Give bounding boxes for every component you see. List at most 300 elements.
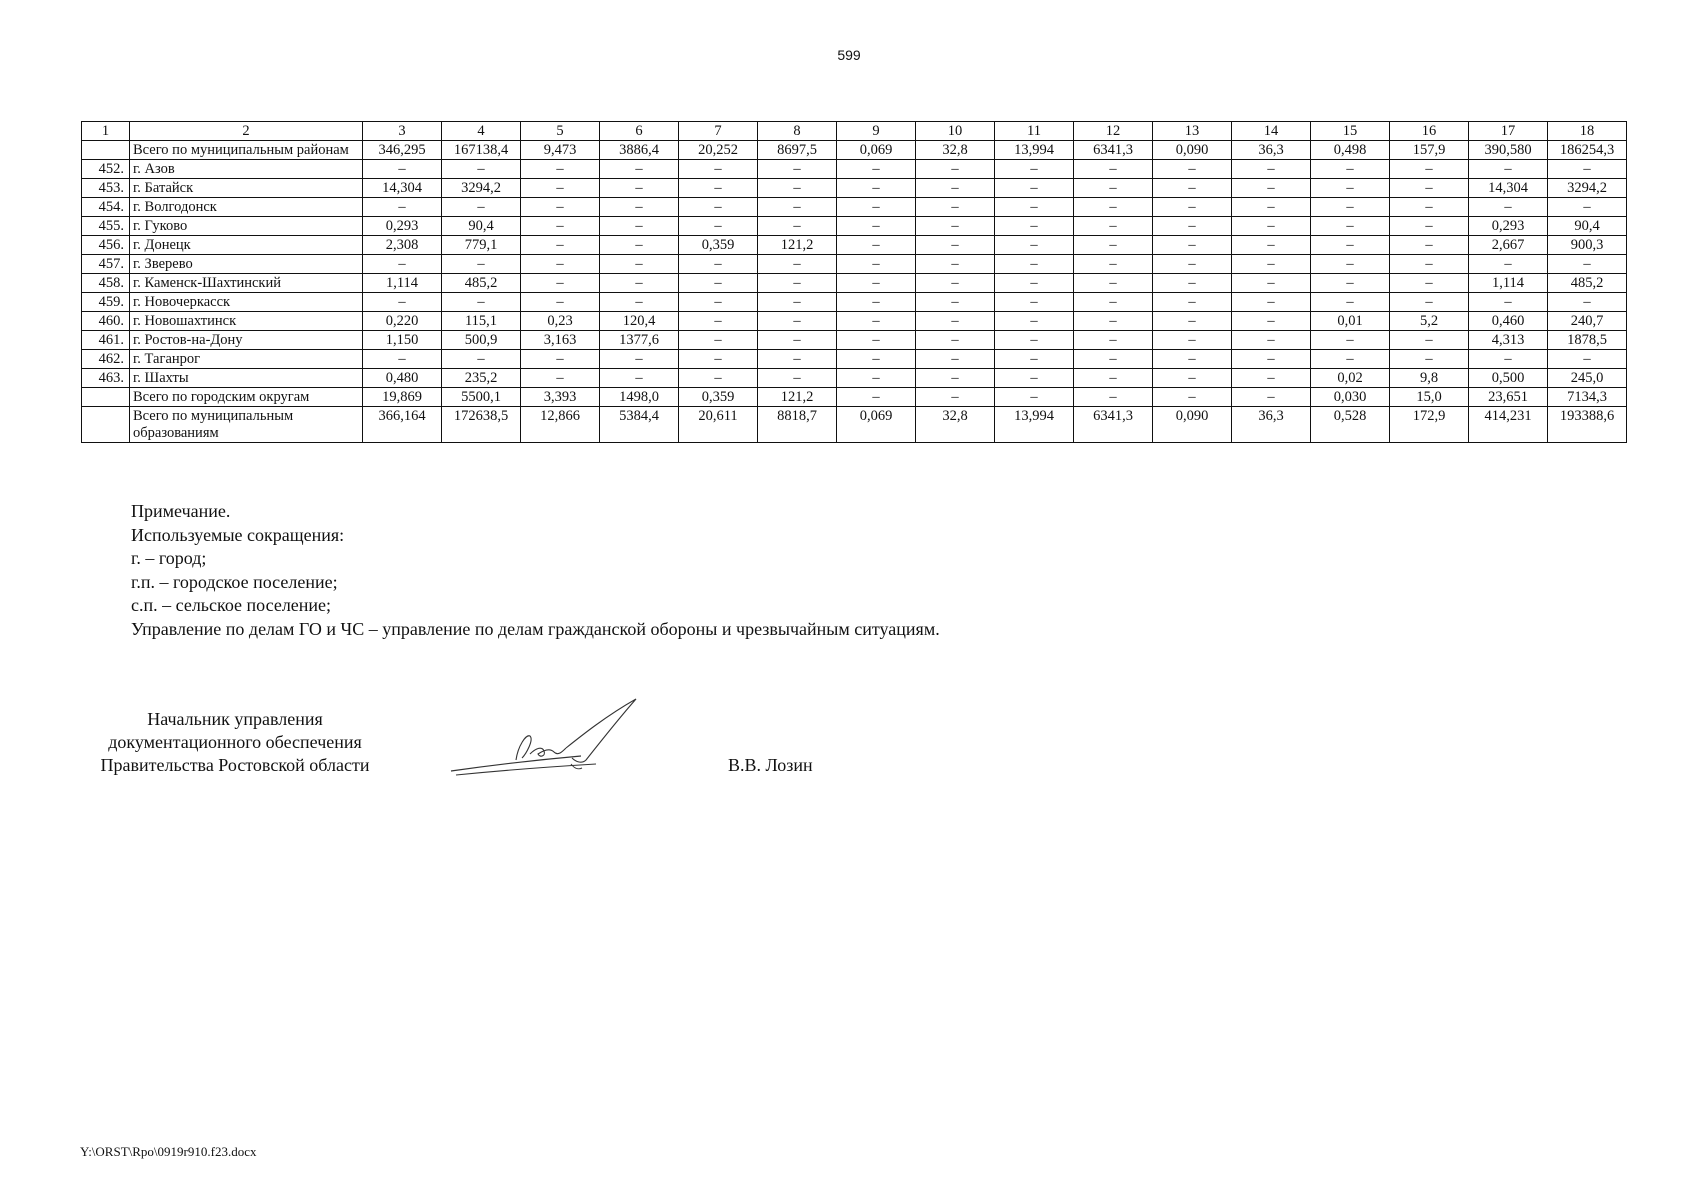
value-cell: – [837, 255, 916, 274]
value-cell: – [758, 217, 837, 236]
value-cell: – [916, 217, 995, 236]
value-cell: 0,359 [679, 236, 758, 255]
value-cell: – [1311, 236, 1390, 255]
value-cell: – [995, 217, 1074, 236]
value-cell: 157,9 [1390, 141, 1469, 160]
value-cell: – [679, 160, 758, 179]
page-number: 599 [837, 47, 861, 63]
value-cell: – [679, 350, 758, 369]
value-cell: – [758, 179, 837, 198]
value-cell: – [1074, 388, 1153, 407]
value-cell: – [1232, 160, 1311, 179]
value-cell: 240,7 [1548, 312, 1627, 331]
value-cell: – [1232, 179, 1311, 198]
value-cell: 0,01 [1311, 312, 1390, 331]
value-cell: – [1153, 217, 1232, 236]
row-name-cell: г. Шахты [130, 369, 363, 388]
value-cell: 193388,6 [1548, 407, 1627, 443]
table-row [82, 369, 1627, 388]
row-name-cell: Всего по муниципальным образованиям [130, 407, 363, 443]
value-cell: – [521, 198, 600, 217]
value-cell: 6341,3 [1074, 407, 1153, 443]
value-cell: – [679, 255, 758, 274]
signer-position-line: документационного обеспечения [108, 732, 362, 752]
value-cell: 172638,5 [442, 407, 521, 443]
table-row [82, 198, 1627, 217]
notes-title: Примечание. [131, 501, 231, 521]
value-cell: 9,473 [521, 141, 600, 160]
value-cell: 0,498 [1311, 141, 1390, 160]
row-name-cell: г. Каменск-Шахтинский [130, 274, 363, 293]
value-cell: – [1311, 198, 1390, 217]
value-cell: – [758, 312, 837, 331]
value-cell: – [679, 179, 758, 198]
value-cell: – [1469, 255, 1548, 274]
value-cell: – [521, 350, 600, 369]
value-cell: – [363, 198, 442, 217]
table-row [82, 350, 1627, 369]
value-cell: – [600, 369, 679, 388]
value-cell: – [1548, 293, 1627, 312]
value-cell: 0,23 [521, 312, 600, 331]
value-cell: 5384,4 [600, 407, 679, 443]
value-cell: – [1074, 255, 1153, 274]
value-cell: – [600, 274, 679, 293]
signer-position-line: Правительства Ростовской области [100, 755, 370, 775]
value-cell: – [679, 369, 758, 388]
row-number-cell: 454. [82, 198, 130, 217]
value-cell: 1498,0 [600, 388, 679, 407]
value-cell: 13,994 [995, 141, 1074, 160]
value-cell: 2,667 [1469, 236, 1548, 255]
value-cell: – [1390, 217, 1469, 236]
value-cell: – [442, 160, 521, 179]
value-cell: – [1390, 160, 1469, 179]
header-cell: 7 [679, 122, 758, 141]
value-cell: 414,231 [1469, 407, 1548, 443]
row-name-cell: г. Зверево [130, 255, 363, 274]
value-cell: – [995, 331, 1074, 350]
signer-position [80, 708, 390, 777]
value-cell: 12,866 [521, 407, 600, 443]
value-cell: – [837, 198, 916, 217]
header-cell: 17 [1469, 122, 1548, 141]
value-cell: – [1232, 369, 1311, 388]
value-cell: 14,304 [363, 179, 442, 198]
table-row [82, 160, 1627, 179]
value-cell: – [1311, 255, 1390, 274]
value-cell: – [916, 198, 995, 217]
value-cell: – [1153, 274, 1232, 293]
header-cell: 1 [82, 122, 130, 141]
header-cell: 4 [442, 122, 521, 141]
notes-item: г. – город; [131, 548, 207, 568]
value-cell: 4,313 [1469, 331, 1548, 350]
value-cell: 5500,1 [442, 388, 521, 407]
value-cell: – [1153, 369, 1232, 388]
value-cell: 121,2 [758, 236, 837, 255]
value-cell: – [995, 198, 1074, 217]
value-cell: – [1074, 179, 1153, 198]
value-cell: – [995, 369, 1074, 388]
value-cell: – [916, 388, 995, 407]
table-row [82, 407, 1627, 443]
value-cell: – [1074, 293, 1153, 312]
value-cell: 23,651 [1469, 388, 1548, 407]
value-cell: – [1548, 255, 1627, 274]
value-cell: – [1232, 198, 1311, 217]
value-cell: 36,3 [1232, 141, 1311, 160]
table-row [82, 141, 1627, 160]
notes-abbrev-title: Используемые сокращения: [131, 524, 345, 545]
value-cell: – [995, 350, 1074, 369]
value-cell: – [1390, 255, 1469, 274]
header-cell: 8 [758, 122, 837, 141]
row-name-cell: г. Новочеркасск [130, 293, 363, 312]
value-cell: – [521, 160, 600, 179]
value-cell: – [1232, 274, 1311, 293]
row-number-cell [82, 407, 130, 443]
value-cell: 1377,6 [600, 331, 679, 350]
row-number-cell: 457. [82, 255, 130, 274]
value-cell: – [1153, 160, 1232, 179]
table-body [82, 122, 1627, 443]
value-cell: 8697,5 [758, 141, 837, 160]
value-cell: – [1390, 293, 1469, 312]
value-cell: – [521, 293, 600, 312]
value-cell: 14,304 [1469, 179, 1548, 198]
row-name-cell: г. Гуково [130, 217, 363, 236]
value-cell: – [916, 160, 995, 179]
value-cell: – [1311, 331, 1390, 350]
value-cell: 0,460 [1469, 312, 1548, 331]
value-cell: – [521, 217, 600, 236]
row-name-cell: Всего по муниципальным районам [130, 141, 363, 160]
value-cell: – [521, 274, 600, 293]
value-cell: 8818,7 [758, 407, 837, 443]
row-name-cell: г. Таганрог [130, 350, 363, 369]
value-cell: – [758, 198, 837, 217]
value-cell: – [916, 274, 995, 293]
table-row [82, 388, 1627, 407]
value-cell: – [916, 255, 995, 274]
value-cell: 0,069 [837, 141, 916, 160]
value-cell: – [1232, 388, 1311, 407]
value-cell: – [442, 293, 521, 312]
value-cell: – [1311, 350, 1390, 369]
value-cell: 15,0 [1390, 388, 1469, 407]
value-cell: – [837, 179, 916, 198]
header-cell: 3 [363, 122, 442, 141]
row-name-cell: г. Батайск [130, 179, 363, 198]
value-cell: – [679, 198, 758, 217]
value-cell: 6341,3 [1074, 141, 1153, 160]
value-cell: – [363, 160, 442, 179]
value-cell: – [521, 369, 600, 388]
value-cell: 121,2 [758, 388, 837, 407]
value-cell: 485,2 [442, 274, 521, 293]
row-number-cell: 462. [82, 350, 130, 369]
value-cell: 900,3 [1548, 236, 1627, 255]
value-cell: 2,308 [363, 236, 442, 255]
handwritten-signature-icon [446, 696, 646, 780]
value-cell: 3294,2 [442, 179, 521, 198]
value-cell: – [916, 312, 995, 331]
value-cell: – [758, 293, 837, 312]
value-cell: 36,3 [1232, 407, 1311, 443]
row-name-cell: г. Новошахтинск [130, 312, 363, 331]
data-table [81, 121, 1627, 443]
value-cell: – [1548, 350, 1627, 369]
header-cell: 5 [521, 122, 600, 141]
row-name-cell: Всего по городским округам [130, 388, 363, 407]
value-cell: – [600, 255, 679, 274]
value-cell: – [1548, 198, 1627, 217]
value-cell: – [1153, 350, 1232, 369]
value-cell: – [1390, 350, 1469, 369]
value-cell: 32,8 [916, 141, 995, 160]
value-cell: – [600, 236, 679, 255]
value-cell: – [995, 274, 1074, 293]
value-cell: 3,393 [521, 388, 600, 407]
value-cell: – [995, 293, 1074, 312]
value-cell: – [1311, 293, 1390, 312]
notes-item: Управление по делам ГО и ЧС – управление по делам гражданской обороны и чрезвычайным ситуациям. [131, 618, 940, 639]
value-cell: – [995, 255, 1074, 274]
value-cell: – [1232, 255, 1311, 274]
row-number-cell [82, 141, 130, 160]
value-cell: – [1153, 388, 1232, 407]
row-name-cell: г. Ростов-на-Дону [130, 331, 363, 350]
value-cell: 7134,3 [1548, 388, 1627, 407]
value-cell: – [679, 293, 758, 312]
value-cell: 0,030 [1311, 388, 1390, 407]
row-number-cell: 460. [82, 312, 130, 331]
value-cell: 779,1 [442, 236, 521, 255]
row-number-cell: 456. [82, 236, 130, 255]
value-cell: 13,994 [995, 407, 1074, 443]
value-cell: – [758, 350, 837, 369]
value-cell: 167138,4 [442, 141, 521, 160]
value-cell: – [1074, 331, 1153, 350]
value-cell: – [1153, 312, 1232, 331]
value-cell: – [916, 369, 995, 388]
value-cell: – [758, 160, 837, 179]
value-cell: – [1074, 312, 1153, 331]
table-row [82, 236, 1627, 255]
value-cell: – [1074, 160, 1153, 179]
value-cell: 20,252 [679, 141, 758, 160]
value-cell: – [363, 293, 442, 312]
value-cell: 0,220 [363, 312, 442, 331]
header-cell: 12 [1074, 122, 1153, 141]
header-cell: 13 [1153, 122, 1232, 141]
row-name-cell: г. Донецк [130, 236, 363, 255]
value-cell: – [758, 255, 837, 274]
value-cell: 90,4 [1548, 217, 1627, 236]
value-cell: – [1074, 217, 1153, 236]
value-cell: – [600, 160, 679, 179]
value-cell: – [600, 293, 679, 312]
value-cell: – [837, 160, 916, 179]
notes-item: с.п. – сельское поселение; [131, 595, 332, 615]
value-cell: 235,2 [442, 369, 521, 388]
table-row [82, 217, 1627, 236]
header-cell: 15 [1311, 122, 1390, 141]
value-cell: – [1232, 217, 1311, 236]
value-cell: 172,9 [1390, 407, 1469, 443]
notes-block [131, 500, 940, 641]
value-cell: – [1074, 274, 1153, 293]
value-cell: – [521, 179, 600, 198]
value-cell: 390,580 [1469, 141, 1548, 160]
value-cell: – [1469, 198, 1548, 217]
value-cell: – [1074, 198, 1153, 217]
header-cell: 2 [130, 122, 363, 141]
table-row [82, 274, 1627, 293]
signer-name: В.В. Лозин [728, 755, 813, 775]
row-number-cell: 461. [82, 331, 130, 350]
table-header-row [82, 122, 1627, 141]
header-cell: 11 [995, 122, 1074, 141]
value-cell: – [837, 350, 916, 369]
value-cell: – [363, 255, 442, 274]
table-row [82, 179, 1627, 198]
value-cell: – [1153, 255, 1232, 274]
value-cell: – [442, 198, 521, 217]
value-cell: 1,150 [363, 331, 442, 350]
value-cell: – [1232, 312, 1311, 331]
value-cell: – [1390, 331, 1469, 350]
value-cell: – [1390, 236, 1469, 255]
value-cell: 366,164 [363, 407, 442, 443]
value-cell: – [442, 255, 521, 274]
value-cell: – [1548, 160, 1627, 179]
value-cell: 120,4 [600, 312, 679, 331]
value-cell: – [916, 293, 995, 312]
value-cell: – [758, 369, 837, 388]
header-cell: 14 [1232, 122, 1311, 141]
value-cell: 0,090 [1153, 141, 1232, 160]
value-cell: – [837, 388, 916, 407]
file-path: Y:\ORST\Rpo\0919r910.f23.docx [80, 1144, 257, 1159]
value-cell: – [916, 331, 995, 350]
value-cell: – [521, 255, 600, 274]
value-cell: – [1232, 236, 1311, 255]
value-cell: – [995, 236, 1074, 255]
value-cell: – [1311, 217, 1390, 236]
header-cell: 16 [1390, 122, 1469, 141]
header-cell: 10 [916, 122, 995, 141]
value-cell: 0,359 [679, 388, 758, 407]
value-cell: 0,480 [363, 369, 442, 388]
value-cell: – [1311, 160, 1390, 179]
value-cell: – [837, 236, 916, 255]
value-cell: 0,293 [1469, 217, 1548, 236]
table-row [82, 255, 1627, 274]
value-cell: 115,1 [442, 312, 521, 331]
table-row [82, 293, 1627, 312]
value-cell: – [600, 217, 679, 236]
row-number-cell: 452. [82, 160, 130, 179]
value-cell: – [916, 236, 995, 255]
value-cell: 0,293 [363, 217, 442, 236]
value-cell: 32,8 [916, 407, 995, 443]
value-cell: 0,090 [1153, 407, 1232, 443]
value-cell: – [1074, 369, 1153, 388]
value-cell: – [1469, 350, 1548, 369]
value-cell: – [1311, 179, 1390, 198]
value-cell: 485,2 [1548, 274, 1627, 293]
value-cell: – [679, 274, 758, 293]
value-cell: – [1153, 198, 1232, 217]
value-cell: – [1390, 274, 1469, 293]
value-cell: 245,0 [1548, 369, 1627, 388]
value-cell: – [758, 274, 837, 293]
value-cell: – [837, 293, 916, 312]
value-cell: – [1232, 293, 1311, 312]
value-cell: – [916, 179, 995, 198]
value-cell: – [1390, 198, 1469, 217]
notes-item: г.п. – городское поселение; [131, 571, 338, 592]
row-number-cell: 463. [82, 369, 130, 388]
value-cell: 9,8 [1390, 369, 1469, 388]
value-cell: – [600, 198, 679, 217]
value-cell: – [1074, 236, 1153, 255]
value-cell: 0,528 [1311, 407, 1390, 443]
header-cell: 18 [1548, 122, 1627, 141]
value-cell: – [600, 179, 679, 198]
value-cell: – [1232, 350, 1311, 369]
value-cell: 20,611 [679, 407, 758, 443]
value-cell: – [1153, 331, 1232, 350]
value-cell: – [521, 236, 600, 255]
value-cell: 3294,2 [1548, 179, 1627, 198]
value-cell: 500,9 [442, 331, 521, 350]
row-number-cell: 455. [82, 217, 130, 236]
table-row [82, 331, 1627, 350]
value-cell: – [1390, 179, 1469, 198]
value-cell: – [995, 388, 1074, 407]
value-cell: 19,869 [363, 388, 442, 407]
row-number-cell: 453. [82, 179, 130, 198]
value-cell: – [1153, 293, 1232, 312]
value-cell: 346,295 [363, 141, 442, 160]
value-cell: 5,2 [1390, 312, 1469, 331]
value-cell: – [995, 312, 1074, 331]
value-cell: – [837, 274, 916, 293]
value-cell: – [1153, 236, 1232, 255]
value-cell: – [916, 350, 995, 369]
row-number-cell: 459. [82, 293, 130, 312]
row-number-cell [82, 388, 130, 407]
value-cell: – [1311, 274, 1390, 293]
value-cell: 1878,5 [1548, 331, 1627, 350]
value-cell: – [758, 331, 837, 350]
value-cell: 0,02 [1311, 369, 1390, 388]
value-cell: – [837, 312, 916, 331]
value-cell: 1,114 [363, 274, 442, 293]
value-cell: – [1469, 293, 1548, 312]
value-cell: – [995, 160, 1074, 179]
value-cell: – [1469, 160, 1548, 179]
value-cell: 3,163 [521, 331, 600, 350]
value-cell: – [442, 350, 521, 369]
value-cell: – [1232, 331, 1311, 350]
value-cell: – [679, 331, 758, 350]
value-cell: 3886,4 [600, 141, 679, 160]
table-row [82, 312, 1627, 331]
